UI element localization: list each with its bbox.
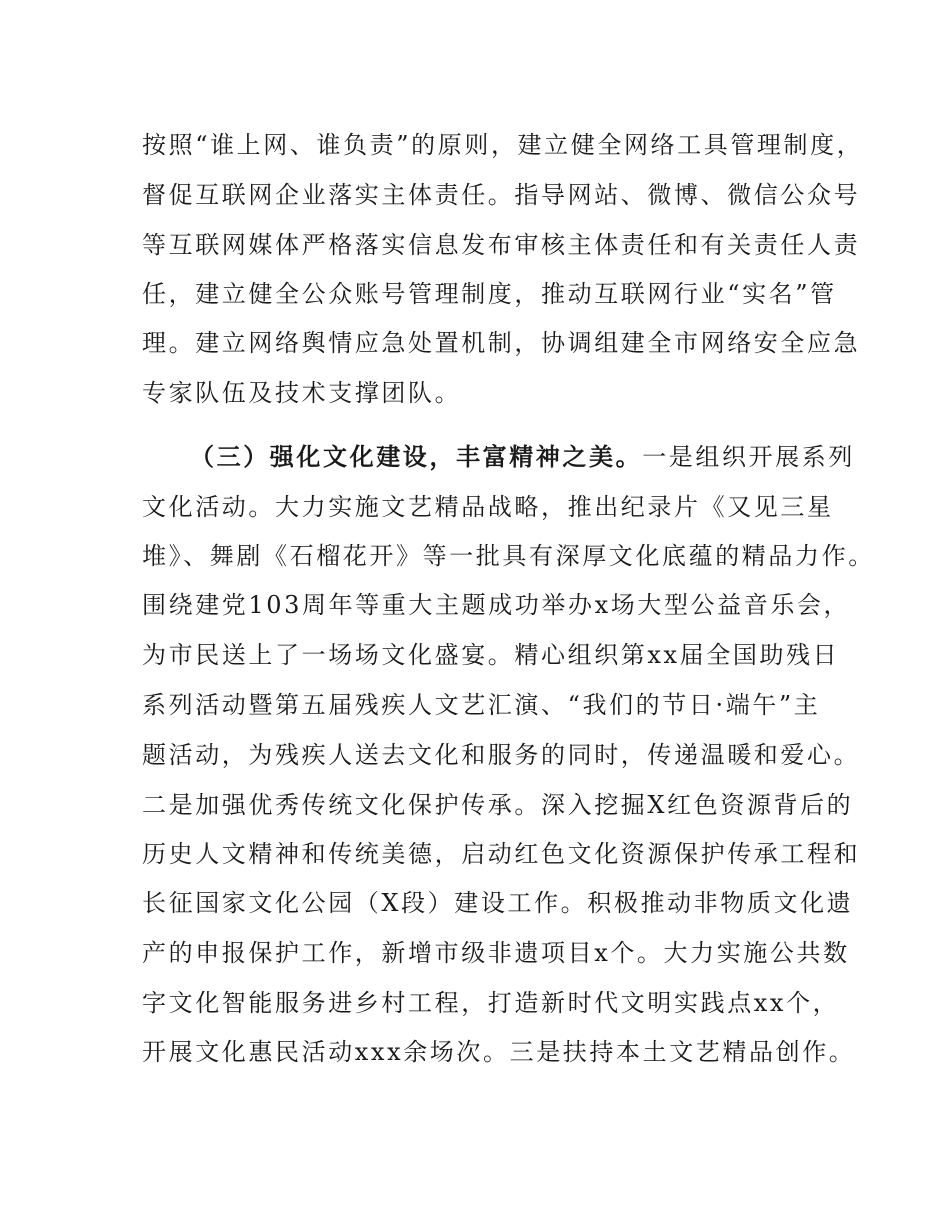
paragraph-line: 堆》、舞剧《石榴花开》等一批具有深厚文化底蕴的精品力作。 (142, 542, 875, 570)
paragraph-line: 产的申报保护工作，新增市级非遗项目x个。大力实施公共数 (142, 939, 850, 967)
paragraph-line: 题活动，为残疾人送去文化和服务的同时，传递温暖和爱心。 (142, 741, 861, 769)
paragraph-line: 长征国家文化公园（X段）建设工作。积极推动非物质文化遗 (142, 889, 854, 917)
paragraph-line: 开展文化惠民活动xxx余场次。三是扶持本土文艺精品创作。 (142, 1038, 856, 1066)
paragraph-line: 专家队伍及技术支撑团队。 (142, 379, 462, 407)
paragraph-line: 为市民送上了一场场文化盛宴。精心组织第xx届全国助残日 (142, 641, 840, 669)
paragraph-line: 系列活动暨第五届残疾人文艺汇演、“我们的节日·端午”主 (142, 691, 821, 719)
paragraph-line: 二是加强优秀传统文化保护传承。深入挖掘X红色资源背后的 (142, 791, 854, 819)
paragraph-line: 文化活动。大力实施文艺精品战略，推出纪录片《又见三星 (142, 493, 834, 521)
paragraph-line: 任，建立健全公众账号管理制度，推动互联网行业“实名”管 (142, 280, 837, 308)
section-first-line-text: 一是组织开展系列 (642, 443, 856, 471)
paragraph-line: 字文化智能服务进乡村工程，打造新时代文明实践点xx个， (142, 989, 840, 1017)
paragraph-line: 等互联网媒体严格落实信息发布审核主体责任和有关责任人责 (142, 231, 861, 259)
section-heading: （三）强化文化建设，丰富精神之美。 (190, 443, 643, 471)
paragraph-line: 理。建立网络舆情应急处置机制，协调组建全市网络安全应急 (142, 329, 861, 357)
paragraph-line: 历史人文精神和传统美德，启动红色文化资源保护传承工程和 (142, 840, 861, 868)
paragraph-line: 督促互联网企业落实主体责任。指导网站、微博、微信公众号 (142, 181, 861, 209)
paragraph-line: 按照“谁上网、谁负责”的原则，建立健全网络工具管理制度， (142, 131, 864, 159)
section-first-line (190, 440, 855, 474)
paragraph-line: 围绕建党103周年等重大主题成功举办x场大型公益音乐会， (142, 591, 851, 619)
